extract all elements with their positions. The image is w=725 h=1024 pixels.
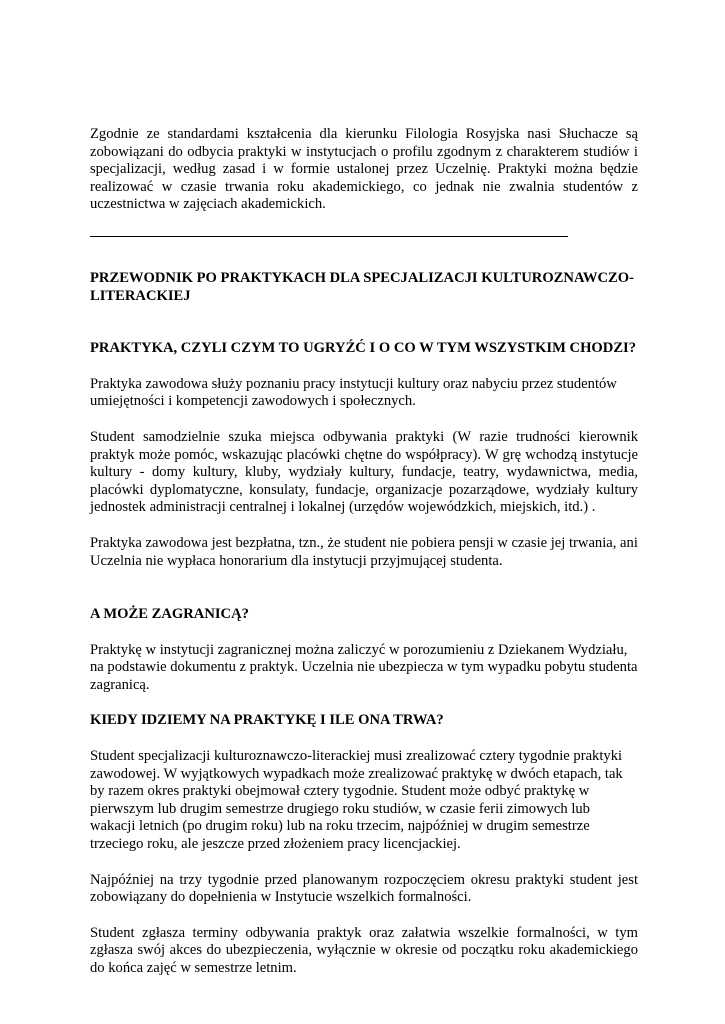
paragraph-praktyka-purpose: Praktyka zawodowa służy poznaniu pracy instytucji kultury oraz nabyciu przez studentów umiejętności i kompetencji zawodowych i społecznych. bbox=[90, 375, 617, 410]
paragraph-kiedy-formalities: Student zgłasza terminy odbywania praktyk oraz załatwia wszelkie formalności, w tym zgłasza swój akces do ubezpieczenia, wyłącznie w okresie od początku roku akademickiego do końca zajęć w semestrze letnim. bbox=[90, 924, 638, 976]
horizontal-divider bbox=[90, 236, 568, 237]
document-page bbox=[90, 126, 638, 978]
paragraph-zagranica: Praktykę w instytucji zagranicznej można zaliczyć w porozumieniu z Dziekanem Wydziału, na podstawie dokumentu z praktyk. Uczelnia nie ubezpiecza w tym wypadku pobytu studenta zagranicą. bbox=[90, 641, 638, 693]
paragraph-praktyka-institutions: Student samodzielnie szuka miejsca odbywania praktyki (W razie trudności kierownik praktyk może pomóc, wskazując placówki chętne do współpracy). W grę wchodzą instytucje kultury - domy kultury, kluby, wydziały kultury, fundacje, teatry, wydawnictwa, media, placówki dyplomatyczne, konsulaty, fundacje, organizacje pozarządowe, wydziały kultury jednostek administracji centralnej i lokalnej (urzędów wojewódzkich, miejskich, itd.) . bbox=[90, 428, 638, 516]
section-heading-kiedy: KIEDY IDZIEMY NA PRAKTYKĘ I ILE ONA TRWA? bbox=[90, 712, 444, 729]
guide-title: PRZEWODNIK PO PRAKTYKACH DLA SPECJALIZACJI KULTUROZNAWCZO-LITERACKIEJ bbox=[90, 269, 634, 304]
paragraph-kiedy-duration: Student specjalizacji kulturoznawczo-literackiej musi zrealizować cztery tygodnie praktyki zawodowej. W wyjątkowych wypadkach może zrealizować praktykę w dwóch etapach, tak by razem okres praktyki obejmował cztery tygodnie. Student może odbyć praktykę w pierwszym lub drugim semestrze drugiego roku studiów, w czasie ferii zimowych lub wakacji letnich (po drugim roku) lub na roku trzecim, najpóźniej w drugim semestrze trzeciego roku, ale jeszcze przed złożeniem pracy licencjackiej. bbox=[90, 748, 623, 853]
section-heading-zagranica: A MOŻE ZAGRANICĄ? bbox=[90, 606, 249, 623]
paragraph-praktyka-unpaid: Praktyka zawodowa jest bezpłatna, tzn., że student nie pobiera pensji w czasie jej trwania, ani Uczelnia nie wypłaca honorarium dla instytucji przyjmującej studenta. bbox=[90, 534, 638, 569]
section-heading-praktyka: PRAKTYKA, CZYLI CZYM TO UGRYŹĆ I O CO W TYM WSZYSTKIM CHODZI? bbox=[90, 340, 637, 357]
intro-paragraph: Zgodnie ze standardami kształcenia dla kierunku Filologia Rosyjska nasi Słuchacze są zobowiązani do odbycia praktyki w instytucjach o profilu zgodnym z charakterem studiów i specjalizacji, według zasad i w formie ustalonej przez Uczelnię. Praktyki można będzie realizować w czasie trwania roku akademickiego, co jednak nie zwalnia studentów z uczestnictwa w zajęciach akademickich. bbox=[90, 126, 638, 213]
paragraph-kiedy-deadline: Najpóźniej na trzy tygodnie przed planowanym rozpoczęciem okresu praktyki student jest zobowiązany do dopełnienia w Instytucie wszelkich formalności. bbox=[90, 871, 638, 906]
